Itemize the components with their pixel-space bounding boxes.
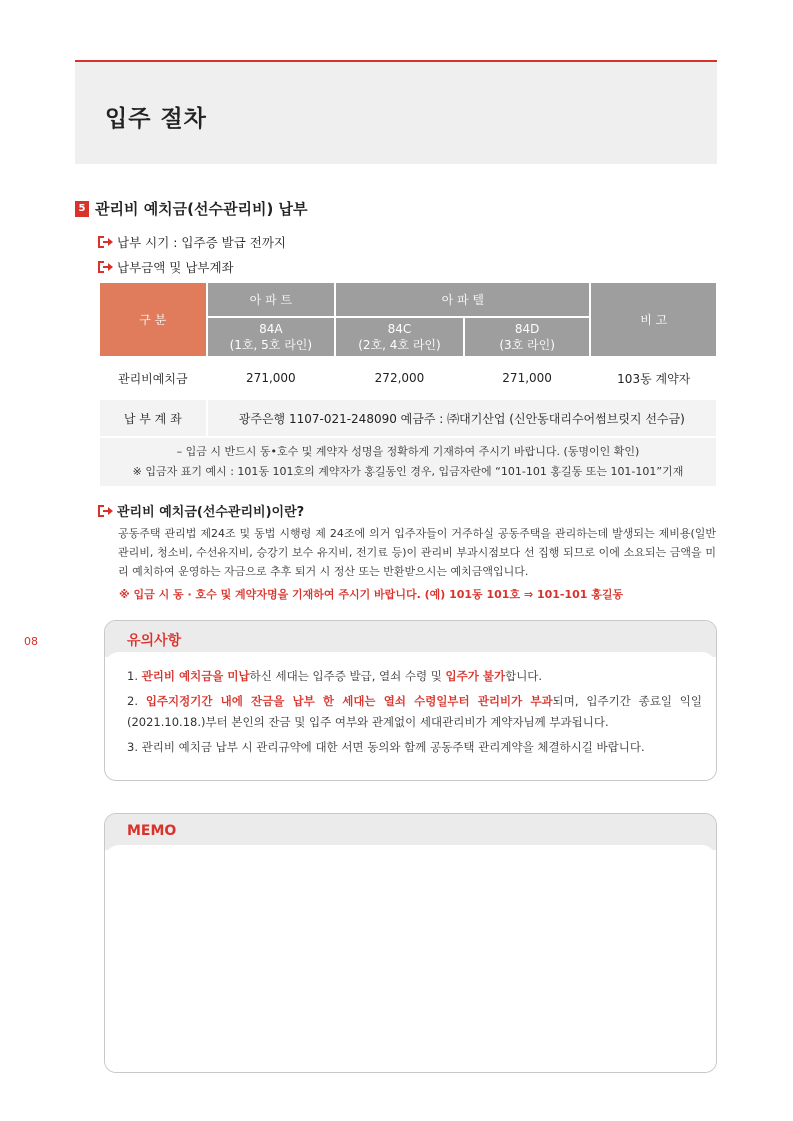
notice-text: 하신 세대는 입주증 발급, 열쇠 수령 및 xyxy=(249,669,446,683)
definition-paragraph: 공동주택 관리법 제24조 및 동법 시행령 제 24조에 의거 입주자들이 거주하실 공동주택을 관리하는데 발생되는 제비용(일반관리비, 청소비, 수선유지비, 승강기 보수 유지비, 전기료 등)이 관리비 부과시점보다 선 집행 되므로 이에 소요되는 금액을 미리 예치하여 운영하는 자금으로 추후 퇴거 시 정산 또는 반환받으시는 예치금액입니다. xyxy=(118,527,716,578)
bullet-amount-text: 납부금액 및 납부계좌 xyxy=(117,260,234,275)
arrow-right-icon xyxy=(97,260,114,274)
notice-text: 되며, 입주기간 종료일 익일(2021.10.18.)부터 본인의 잔금 및 입주 여부와 관계없이 세대관리비가 계약자님께 부과됩니다. xyxy=(127,694,702,729)
notice-item-number: 3. xyxy=(127,740,138,754)
type-lines: (1호, 5호 라인) xyxy=(229,338,313,352)
table-note-line-2: ※ 입금자 표기 예시 : 101동 101호의 계약자가 홍길동인 경우, 입금자란에 “101-101 홍길동 또는 101-101”기재 xyxy=(132,465,684,478)
section-title: 관리비 예치금(선수관리비) 납부 xyxy=(95,200,308,218)
section-heading xyxy=(75,198,308,219)
type-lines: (2호, 4호 라인) xyxy=(358,338,441,352)
table-header-apartment: 아 파 트 xyxy=(208,283,335,316)
notice-emphasis: 입주지정기간 내에 잔금을 납부 한 세대는 열쇠 수령일부터 관리비가 부과 xyxy=(145,694,553,708)
definition-red-note: ※ 입금 시 동 · 호수 및 계약자명을 기재하여 주시기 바랍니다. (예) 101동 101호 ⇒ 101-101 홍길동 xyxy=(119,588,624,601)
table-note xyxy=(100,438,716,486)
notice-item-1 xyxy=(127,666,702,687)
bullet-amount xyxy=(97,258,234,276)
type-code: 84C xyxy=(387,322,412,336)
deposit-remark: 103동 계약자 xyxy=(617,371,691,386)
deposit-value: 271,000 xyxy=(502,371,552,385)
deposit-value: 272,000 xyxy=(374,371,425,385)
definition-heading-text: 관리비 예치금(선수관리비)이란? xyxy=(117,505,305,520)
deposit-table xyxy=(98,281,718,488)
definition-heading xyxy=(97,501,304,520)
arrow-right-icon xyxy=(97,235,114,249)
type-lines: (3호 라인) xyxy=(499,338,555,352)
deposit-value: 271,000 xyxy=(246,371,296,385)
account-value: 광주은행 1107-021-248090 예금주 : ㈜대기산업 (신안동대리수어썸브릿지 선수금) xyxy=(208,400,716,436)
notice-box xyxy=(104,620,717,781)
notice-emphasis: 관리비 예치금을 미납 xyxy=(141,669,250,683)
memo-title: MEMO xyxy=(127,823,177,839)
memo-box xyxy=(104,813,717,1073)
notice-emphasis: 입주가 불가 xyxy=(445,669,506,683)
notice-title: 유의사항 xyxy=(127,633,182,649)
notice-item-2 xyxy=(127,691,702,733)
table-header-apartel: 아 파 텔 xyxy=(336,283,589,316)
table-type-cell xyxy=(336,318,463,356)
notice-body xyxy=(105,652,716,780)
bullet-timing xyxy=(97,233,286,251)
deposit-row-label: 관리비예치금 xyxy=(117,371,188,386)
table-header-remark: 비 고 xyxy=(591,283,716,356)
page-title: 입주 절차 xyxy=(105,106,207,132)
header-band xyxy=(75,62,717,164)
memo-body[interactable] xyxy=(105,845,716,1072)
notice-item-number: 1. xyxy=(127,669,138,683)
table-type-cell xyxy=(208,318,335,356)
notice-item-3 xyxy=(127,737,702,758)
notice-text: 관리비 예치금 납부 시 관리규약에 대한 서면 동의와 함께 공동주택 관리계약을 체결하시길 바랍니다. xyxy=(141,740,645,754)
type-code: 84D xyxy=(514,322,540,336)
notice-text: 합니다. xyxy=(505,669,543,683)
type-code: 84A xyxy=(259,322,283,336)
bullet-timing-text: 납부 시기 : 입주증 발급 전까지 xyxy=(117,235,286,250)
arrow-right-icon xyxy=(97,504,114,518)
table-type-cell xyxy=(465,318,590,356)
notice-list xyxy=(127,666,702,762)
notice-item-number: 2. xyxy=(127,694,138,708)
table-note-line-1: – 입금 시 반드시 동•호수 및 계약자 성명을 정확하게 기재하여 주시기 바랍니다. (동명이인 확인) xyxy=(176,445,640,458)
account-row-label: 납 부 계 좌 xyxy=(100,400,206,436)
table-header-division: 구 분 xyxy=(100,283,206,356)
section-number-badge: 5 xyxy=(75,201,89,217)
page-number: 08 xyxy=(24,635,38,648)
